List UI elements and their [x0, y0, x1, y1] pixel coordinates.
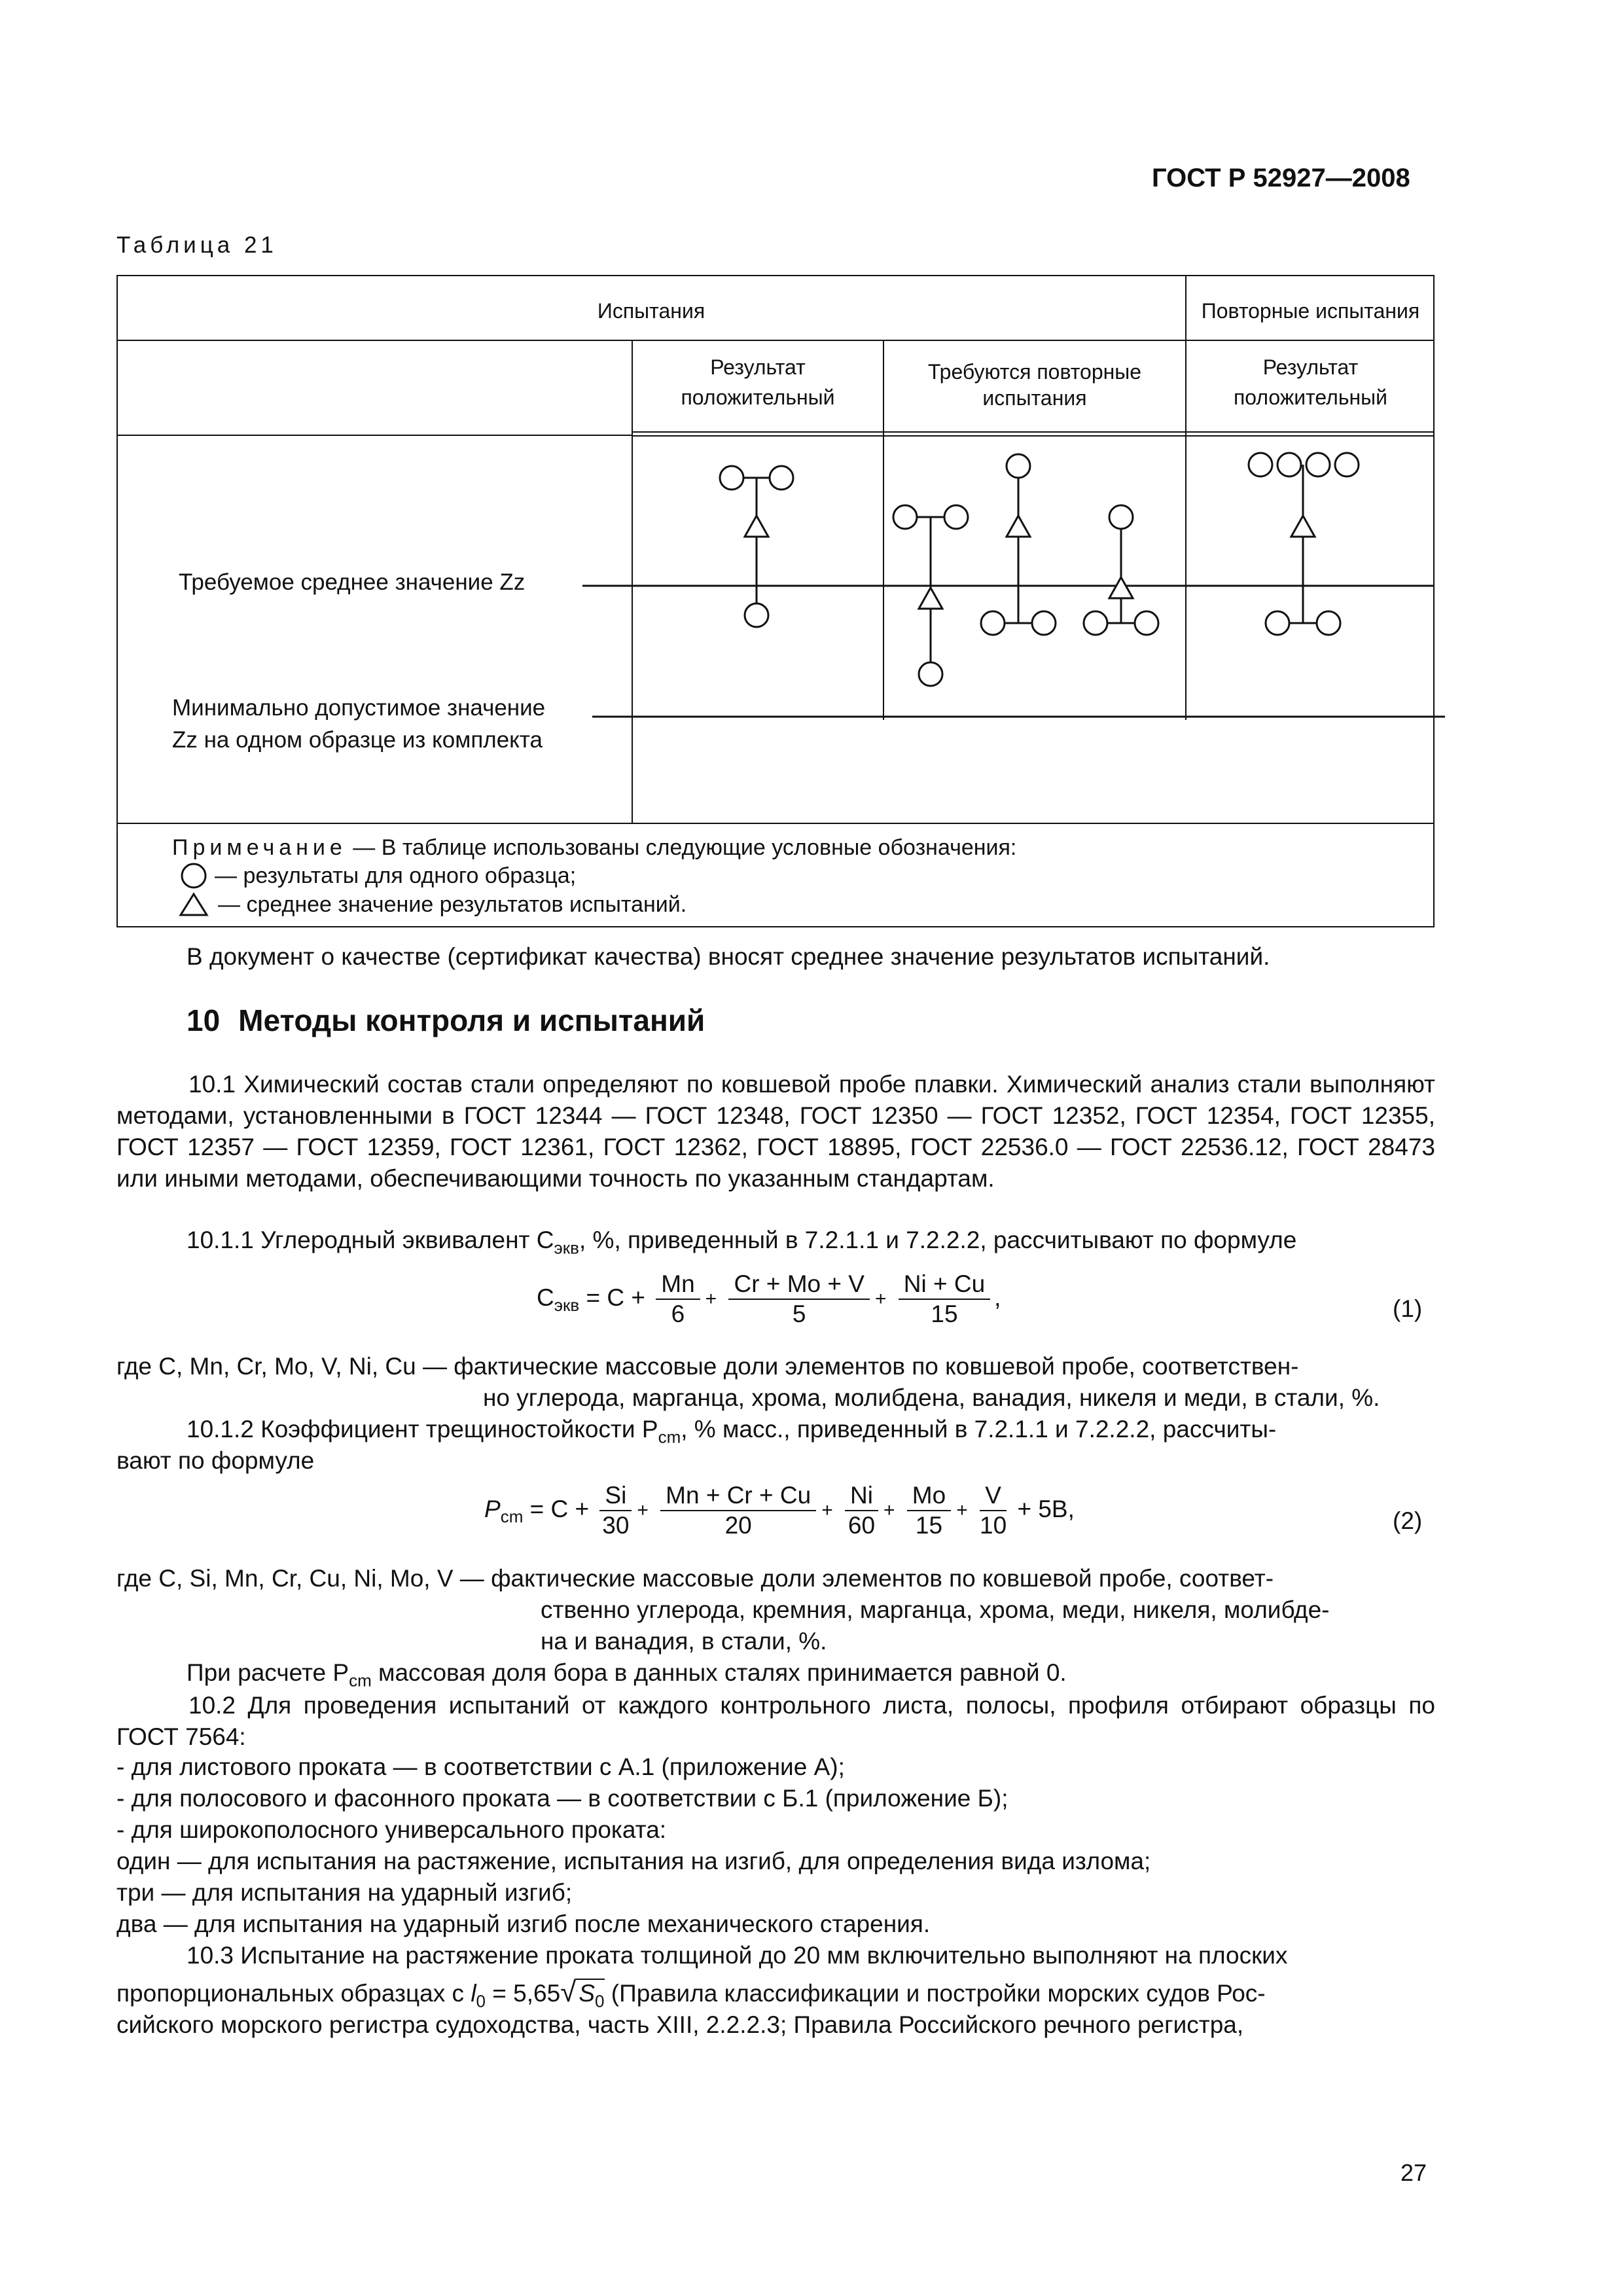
legend-circle-icon	[182, 864, 205, 888]
list-item: один — для испытания на растяжение, испытания на изгиб, для определения вида излома;	[116, 1848, 1151, 1874]
mean-value-label: Требуемое среднее значение Zz	[179, 569, 526, 595]
boron-note: При расчете $P_{cm}$ массовая доля бора в данных сталях принимается равной 0.	[187, 1659, 1067, 1691]
where-1-line-2: но углерода, марганца, хрома, молибдена, ванадия, никеля и меди, в стали, %.	[483, 1384, 1380, 1411]
where-1-line-1: где C, Mn, Cr, Mo, V, Ni, Cu — фактические массовые доли элементов по ковшевой пробе, соответствен-	[116, 1353, 1299, 1380]
paragraph-10-3-line-2: пропорциональных образцах с $l_0 = 5,65√$ $S_0$ (Правила классификации и постройки морских судов Рос-	[116, 1976, 1266, 2011]
section-title: 10 Методы контроля и испытаний	[187, 1003, 705, 1037]
table-21	[116, 275, 1435, 929]
header-positive-2: Результат положительный	[1233, 355, 1388, 410]
circle-icon	[1277, 453, 1301, 476]
list-item: три — для испытания на ударный изгиб;	[116, 1879, 573, 1906]
formula-1: $С_{экв} = С$ + $\frac{Mn}{6}$ + $\frac{Cr + Mo + V}{5}$ + $\frac{Ni + Cu}{15}$ ,	[537, 1270, 1001, 1327]
table-note: Примечание — В таблице использованы следующие условные обозначения:	[172, 835, 1017, 860]
paragraph-10-1: 10.1 Химический состав стали определяют по ковшевой пробе плавки. Химический анализ стали выполняют методами, установленными в ГОСТ 12344 — ГОСТ 12348, ГОСТ 12350 — ГОСТ 12352, ГОСТ 12354, ГОСТ 12355, ГОСТ 12357 — ГОСТ 12359, ГОСТ 12361, ГОСТ 12362, ГОСТ 18895, ГОСТ 22536.0 — ГОСТ 22536.12, ГОСТ 28473 или иными методами, обеспечивающими точность по указанным стандартам.	[116, 1071, 1435, 1192]
circle-icon	[1335, 453, 1359, 476]
triangle-icon	[1109, 577, 1133, 598]
circle-icon	[1007, 454, 1030, 478]
circle-icon	[1032, 611, 1056, 635]
triangle-icon	[1291, 516, 1315, 537]
formula-2: $P_{cm} = С$ + $\frac{Si}{30}$ + $\frac{Mn + Cr + Cu}{20}$ + $\frac{Ni}{60}$ + $\frac{Mo}{15}$ + $\frac{V}{10}$ + 5B,	[484, 1482, 1075, 1539]
document-code: ГОСТ Р 52927—2008	[1152, 164, 1410, 192]
circle-icon	[770, 466, 793, 490]
circle-icon	[1266, 611, 1289, 635]
list-item: - для полосового и фасонного проката — в соответствии с Б.1 (приложение Б);	[116, 1785, 1008, 1812]
retest-group-a	[893, 505, 968, 686]
legend-triangle-icon	[181, 894, 207, 915]
header-retest-required: Требуются повторные испытания	[927, 360, 1142, 410]
paragraph-10-2: 10.2 Для проведения испытаний от каждого контрольного листа, полосы, профиля отбирают образцы по ГОСТ 7564:	[116, 1692, 1435, 1750]
paragraph-10-1-2-cont: вают по формуле	[116, 1447, 315, 1474]
where-2-line-2: ственно углерода, кремния, марганца, хрома, меди, никеля, молибде-	[541, 1596, 1330, 1623]
equation-number-2: (2)	[1393, 1507, 1423, 1534]
circle-icon	[919, 662, 942, 686]
list-item: - для широкополосного универсального проката:	[116, 1816, 667, 1843]
circle-icon	[944, 505, 968, 529]
paragraph-10-1-1: 10.1.1 Углеродный эквивалент $С_{экв}$, %, приведенный в 7.2.1.1 и 7.2.2.2, рассчитывают по формуле	[187, 1227, 1297, 1258]
retest-group-b	[981, 454, 1056, 635]
paragraph-10-1-2: 10.1.2 Коэффициент трещиностойкости $P_{cm}$, % масс., приведенный в 7.2.1.1 и 7.2.2.2, рассчиты-	[187, 1416, 1277, 1447]
legend-triangle-text: — среднее значение результатов испытаний.	[218, 892, 687, 917]
where-2-line-1: где C, Si, Mn, Cr, Cu, Ni, Mo, V — фактические массовые доли элементов по ковшевой пробе, соответ-	[116, 1565, 1274, 1592]
list-item: два — для испытания на ударный изгиб после механического старения.	[116, 1910, 931, 1937]
triangle-icon	[1007, 516, 1030, 537]
triangle-icon	[919, 588, 942, 609]
circle-icon	[720, 466, 743, 490]
circle-icon	[1109, 505, 1133, 529]
positive-group-1	[720, 466, 793, 627]
paragraph-10-3: 10.3 Испытание на растяжение проката толщиной до 20 мм включительно выполняют на плоских	[187, 1942, 1288, 1969]
header-tests: Испытания	[597, 299, 705, 323]
circle-icon	[981, 611, 1005, 635]
page-number: 27	[1400, 2159, 1427, 2186]
where-2-line-3: на и ванадия, в стали, %.	[541, 1628, 827, 1655]
retest-group-c	[1084, 505, 1158, 635]
paragraph-10-3-line-3: сийского морского регистра судоходства, часть XIII, 2.2.2.3; Правила Российского речного регистра,	[116, 2011, 1244, 2038]
triangle-icon	[745, 516, 768, 537]
min-value-label: Минимально допустимое значение Zz на одном образце из комплекта	[172, 695, 546, 753]
circle-icon	[1317, 611, 1340, 635]
circle-icon	[1084, 611, 1107, 635]
positive-group-2	[1249, 453, 1359, 635]
list-item: - для листового проката — в соответствии с А.1 (приложение А);	[116, 1753, 845, 1780]
equation-number-1: (1)	[1393, 1295, 1423, 1322]
circle-icon	[1135, 611, 1158, 635]
header-retests: Повторные испытания	[1201, 299, 1420, 323]
after-table-text: В документ о качестве (сертификат качества) вносят среднее значение результатов испытаний.	[187, 943, 1270, 970]
circle-icon	[893, 505, 917, 529]
circle-icon	[1249, 453, 1272, 476]
circle-icon	[1306, 453, 1330, 476]
header-positive-1: Результат положительный	[681, 355, 835, 410]
legend-circle-text: — результаты для одного образца;	[215, 863, 577, 888]
table-caption: Таблица 21	[116, 232, 277, 258]
circle-icon	[745, 603, 768, 627]
